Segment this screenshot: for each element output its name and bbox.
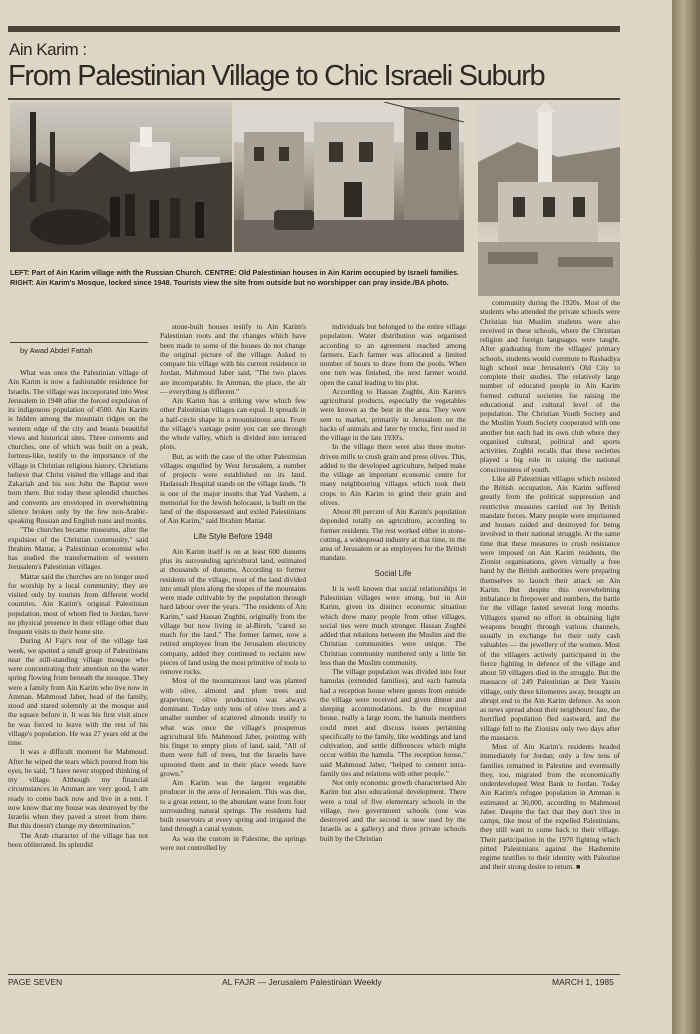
paragraph: individuals but belonged to the entire village population. Water distribution was organised according to an agreement reached among farmers. Each farmer was allocated a limited number of hours to draw from the pools. When one turn was finished, the next farmer would open the canal leading to his plot. <box>320 322 466 387</box>
paragraph: community during the 1920s. Most of the students who attended the private schools were Christian but Muslim students were also received in these schools, where the Christian religion and foreign languages were taught. After graduating from the villages' primary schools, students would commute to Rashadiya high school near Jerusalem's Old City to complete their studies. The relatively large number of educated people in Ain Karim formed cultural societies for raising the educational and cultural level of the population. The Christian Youth Society and the Muslim Youth Society cooperated with one another but each had its own club where they organised cultural, political and sports activities. Zughbi recalls that these societies played a big role in raising the national consciousness of youth. <box>480 298 620 474</box>
paragraph: Most of the mountainous land was planted with olive, almond and plum trees and grapevines; olive production was always dominant. Today only tens of olive trees and a smaller number of scattered almonds testify to what was once the village's prosperous agricultural life. Mahmoud Jaber, pointing with his finger to empty plots of land, said, "All of them were full of trees, but the Israelis have uprooted them and in their place weeds have grown." <box>160 676 306 778</box>
paragraph: It was a difficult moment for Mahmoud. After he wiped the tears which poured from his eyes, he said, "I have never stopped thinking of my village. Although my financial circumstances in Amman are very good, I am ready to come back now and live in a tent. I now know that my house was destroyed by the Israelis when they paved a street from there. But this doesn't change my determination." <box>8 747 148 831</box>
byline-rule <box>10 342 148 343</box>
paragraph: Ain Karim itself is on at least 600 dunums plus its surrounding agricultural land, estimated at thousands of dunums. According to former residents of the village, most of the land divided into small plots along the slopes of the mountains were made cultivable by the population through hard labour over the years. "The residents of Ain Karim," said Hassan Zughbi, originally from the village but now living in al-Bireh, "cared so much for the land." The former farmer, now a retired employee from the Jerusalem electricity company, added they continued to reclaim new pieces of land using the most primitive of tools to remove rocks. <box>160 546 306 676</box>
paragraph: "The churches became museums, after the expulsion of the Christian community," said Ibrahim Mattar, a Palestinian economist who has studied the transformation of western Jerusalem's Palestinian villages. <box>8 525 148 572</box>
paragraph: Most of Ain Karim's residents headed immediately for Jordan; only a few tens of families remained in Palestine and eventually they, too, migrated from the economically underdeveloped West Bank to Jordan. Today Ain Karim's refugee population in Amman is estimated at 30,000, according to Mahmoud Jaber. Despite the fact that they don't live in camps, like most of the expelled Palestinians, they still want to come back to their village. Their participation in the 1970 fighting which pitted Palestinians against the Hashemite regime testifies to their identity with Palestine and their strong desire to return. ■ <box>480 742 620 872</box>
paragraph: About 80 percent of Ain Karim's population depended totally on agriculture, according to former residents. The rest worked either in stone-cutting, a widespread industry at that time, in the area of Jerusalem or as employees for the British mandate. <box>320 507 466 563</box>
paragraph: Mattar said the churches are no longer used for worship by a local community; they are visited only by tourists from different world countries. Ain Karim's original Palestinian population, most of whom fled to Jordan, have no physical presence in their village other than frequent visits to their home site. <box>8 571 148 636</box>
paragraph: The Arab character of the village has not been obliterated. Its splendid <box>8 830 148 849</box>
article-column-4 <box>480 298 620 872</box>
page-number: PAGE SEVEN <box>8 977 63 987</box>
paragraph: It is well known that social relationships in Palestinian villages were strong, but in Ain Karim, given its distinct economic situation which drew many people from other villages, social ties were much stronger. Hassan Zughbi added that relations between the Muslim and the Christian communities were unique. The Christian community numbered only a little bit less than the Muslim community. <box>320 583 466 667</box>
headline: From Palestinian Village to Chic Israeli Suburb <box>8 60 545 92</box>
paragraph: stone-built houses testify to Ain Karim's Palestinian roots and the changes which have been made to some of the houses do not change the original picture of the village. Asked to compare his village with his current residence in Jordan, Mahmoud Jaber said, "The two places are incomparable. In Amman, the place, the air — everything is different." <box>160 322 306 396</box>
headline-kicker: Ain Karim : <box>9 40 87 59</box>
headline-rule <box>8 98 620 100</box>
paragraph: Like all Palestinian villages which resisted the British occupation, Ain Karim suffered greatly from the political suppression and restrictive measures carried out by British mandate forces. Many people were imprisoned and houses raided and destroyed for being involved in their national struggle. At the same time that these measures to crush resistance were imposed on Ain Karim residents, the Zionist organisations, given virtually a free hand by the British authorities were preparing themselves to launch their attack on Ain Karim. But despite this overwhelming imbalance in firepower and numbers, the battle for the village lasted several long months. Villagers spared no effort in obtaining light weapons bought through various channels, usually in exchange for their only cash valuables — the jewellery of the women. Most of the villagers actively participated in the fierce fighting in defence of the village and about 50 villagers died in the struggle. But the massacre of 249 Palestinian at Deir Yassin village, only three kilometres away, brought an abrupt end to the Ain Karim defence. As soon as news spread about their neighbours' fate, the horrified population fled eastward, and the village fell to the Zionists only two days after the massacre. <box>480 473 620 742</box>
article-column-2 <box>160 322 306 852</box>
paragraph: As was the custom in Palestine, the springs were not controlled by <box>160 833 306 852</box>
photo-mosque <box>478 102 620 296</box>
paragraph: According to Hassan Zughbi, Ain Karim's agricultural products, especially the vegetables were known as the best in the area. They were sent to market, primarily in Jerusalem on the backs of animals and later by trucks, first used in the village in the late 1930's. <box>320 386 466 442</box>
paragraph: But, as with the case of the other Palestinian villages engulfed by West Jerusalem, a number of projects were established on its land. Hadassah Hospital stands on the village lands. "It is one of the major insults that Yad Vashem, a memorial for the Jewish holocaust, is built on the land of the dispossessed and exiled Palestinians of Ain Karim," said Ibrahim Mattar. <box>160 451 306 526</box>
photo-russian-church <box>10 102 232 252</box>
paragraph: The village population was divided into four hamulas (extended families), and each hamula had a reception house where guests from outside the village were received and given dinner and sleeping accommodations. In the reception house, really a large room, the hamula members could meet and discuss issues pertaining specifically to the family, like weddings and land cultivation, and settle differences which might occur within the hamula. "The reception house," said Mahmoud Jaber, "helped to cement intra-family ties and relations with other people." <box>320 667 466 778</box>
article-column-3 <box>320 322 466 843</box>
subheading-social-life: Social Life <box>374 568 412 578</box>
page-binding <box>672 0 700 1034</box>
paragraph: Ain Karim was the largest vegetable producer in the area of Jerusalem. This was due, to a great extent, to the abundant water from four surrounding natural springs. The residents had built reservoirs at every spring and irrigated the land through a canal system. <box>160 778 306 834</box>
paragraph: During Al Fajr's tour of the village last week, we spotted a small group of Palestinians near the still-standing village mosque who were concentrating their attention on the water spring flowing from beneath the mosque. They were a family from Ain Karim who live now in Amman. Mahmoud Jaber, head of the family, stood and stared solemnly at the mosque and the square before it. It was his first visit since he was forced to leave with the rest of his village's population. He was 27 years old at the time. <box>8 636 148 747</box>
paragraph: In the village there were also three motor-driven mills to crush grain and press olives. This, added to the developed agriculture, helped make the village an important economic centre for many neighbouring villages which took their crops to Ain Karim to grind their grain and olives. <box>320 442 466 507</box>
byline: by Awad Abdel Fattah <box>20 346 93 355</box>
paragraph: Not only economic growth characterised Ain Karim but also educational development. There were a total of five elementary schools in the village, two government schools (one was destroyed and the second is now used by the Israelis as a gallery) and three private schools built by the Christian <box>320 778 466 843</box>
photo-caption: LEFT: Part of Ain Karim village with the Russian Church. CENTRE: Old Palestinian houses in Ain Karim occupied by Israeli families. RIGHT: Ain Karim's Mosque, locked since 1948. Tourists view the site from outside but no worshipper can pray inside./BA photo. <box>10 268 460 287</box>
issue-date: MARCH 1, 1985 <box>552 977 614 987</box>
paragraph: Ain Karim has a striking view which few other Palestinian villages can equal. It spreads in a half-circle shape in a mountainous area. From the village's vantage point you can see through the whole valley, which is divided into terraced plots. <box>160 396 306 452</box>
paragraph: What was once the Palestinian village of Ain Karim is now a fashionable residence for Israelis. The village was incorporated into West Jerusalem in 1948 after the forced expulsion of its indigenous population of 4500. Ain Karim is hidden among the mountain ridges on the western edge of the city and boasts beautiful views and historical sites. Three convents and churches, one of which was built on a peak, fortress-like, testify to the importance of the village in Christian religious history. Christians believe that Christ visited the village and that Zakariah and his son John the Baptist were born there. But today these splendid churches and convents are enveloped in overwhelming silence broken only by the few non-Arabic-speaking Russian and English nuns and monks. <box>8 368 148 525</box>
footer-rule <box>8 974 620 975</box>
publication-name: AL FAJR — Jerusalem Palestinian Weekly <box>222 977 382 987</box>
subheading-life-style: Life Style Before 1948 <box>193 531 273 541</box>
article-column-1 <box>8 368 148 849</box>
photo-old-houses <box>234 102 464 252</box>
top-rule <box>8 26 620 32</box>
